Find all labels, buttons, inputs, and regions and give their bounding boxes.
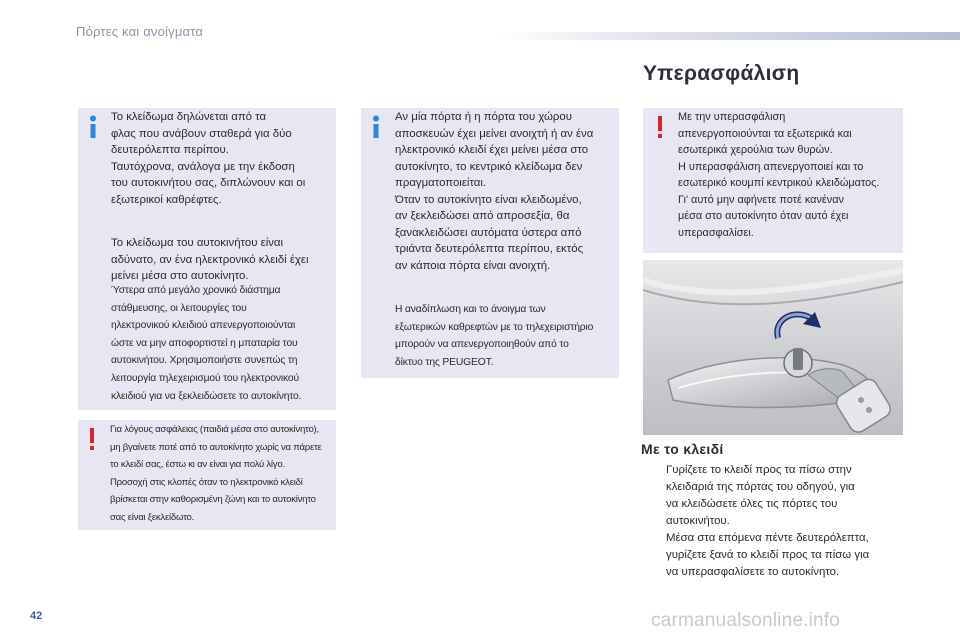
warning-icon — [655, 116, 665, 140]
info-text-central-locking: Αν μία πόρτα ή η πόρτα του χώρου αποσκευών έχει μείνει ανοιχτή ή αν ένα ηλεκτρονικό κλειδί έχει μείνει μέσα στο αυτοκίνητο, το κεντρικό κλείδωμα δεν πραγματοποιείται. Όταν το αυτοκίνητο είναι κλειδωμένο, αν ξεκλειδώσει από απροσεξία, θα ξανακλειδώσει αυτόματα ύστερα από τριάντα δευτερόλεπτα περίπου, εκτός αν κάποια πόρτα είναι ανοιχτή. — [395, 111, 594, 272]
warning-text-safety: Για λόγους ασφάλειας (παιδιά μέσα στο αυτοκίνητο), μη βγαίνετε ποτέ από το αυτοκίνητο χωρίς να πάρετε το κλειδί σας, έστω κι αν είναι για πολύ λίγο. Προσοχή στις κλοπές όταν το ηλεκτρονικό κλειδί βρίσκεται στην καθορισμένη ζώνη και το αυτοκίνητο σας είναι ξεκλείδωτο. — [110, 424, 322, 523]
info-icon — [369, 115, 383, 139]
key-in-lock-illustration — [643, 260, 903, 435]
instruction-list — [643, 462, 913, 581]
header-gradient-bar — [500, 32, 960, 40]
warning-text-deadlocking: Με την υπερασφάλιση απενεργοποιούνται τα εξωτερικά και εσωτερικά χερούλια των θυρών. Η υπερασφάλιση απενεργοποιεί και το εσωτερικό κουμπί κεντρικού κλειδώματος. Γι' αυτό μην αφήνετε ποτέ κανέναν μέσα στο αυτοκίνητο όταν αυτό έχει υπερασφαλίσει. — [678, 111, 880, 239]
subsection-title-with-key: Με το κλειδί — [641, 441, 724, 457]
info-text-p2a: Το κλείδωμα του αυτοκινήτου είναι αδύνατο, αν ένα ηλεκτρονικό κλειδί έχει μείνει μέσα στο αυτοκίνητο. — [111, 237, 309, 282]
info-text-mirrors: Η αναδίπλωση και το άνοιγμα των εξωτερικών καθρεφτών με το τηλεχειριστήριο μπορούν να απενεργοποιηθούν από το δίκτυο της PEUGEOT. — [395, 304, 594, 368]
info-text-p2b: Ύστερα από μεγάλο χρονικό διάστημα στάθμευσης, οι λειτουργίες του ηλεκτρονικού κλειδιού απενεργοποιούνται ώστε να μην αποφορτιστεί η μπαταρία του αυτοκινήτου. Χρησιμοποιήστε συνεπώς τη λειτουργία τηλεχειρισμού του ηλεκτρονικού κλειδιού για να ξεκλειδώσετε το αυτοκίνητο. — [111, 285, 302, 402]
page-number: 42 — [30, 610, 43, 622]
list-item: Μέσα στα επόμενα πέντε δευτερόλεπτα, γυρίζετε ξανά το κλειδί προς τα πίσω για να υπερασφαλίσετε το αυτοκίνητο. — [666, 532, 870, 578]
info-icon — [86, 115, 100, 139]
info-text-p1: Το κλείδωμα δηλώνεται από τα φλας που ανάβουν σταθερά για δύο δευτερόλεπτα περίπου. Ταυτόχρονα, ανάλογα με την έκδοση του αυτοκινήτου σας, διπλώνουν και οι εξωτερικοί καθρέφτες. — [111, 111, 306, 206]
page-header-title: Πόρτες και ανοίγματα — [76, 24, 204, 39]
watermark: carmanualsonline.info — [651, 610, 841, 631]
list-item: Γυρίζετε το κλειδί προς τα πίσω στην κλειδαριά της πόρτας του οδηγού, για να κλειδώσετε όλες τις πόρτες του αυτοκινήτου. — [666, 464, 855, 527]
section-title-deadlocking: Υπερασφάλιση — [643, 62, 800, 85]
warning-icon — [87, 428, 97, 452]
